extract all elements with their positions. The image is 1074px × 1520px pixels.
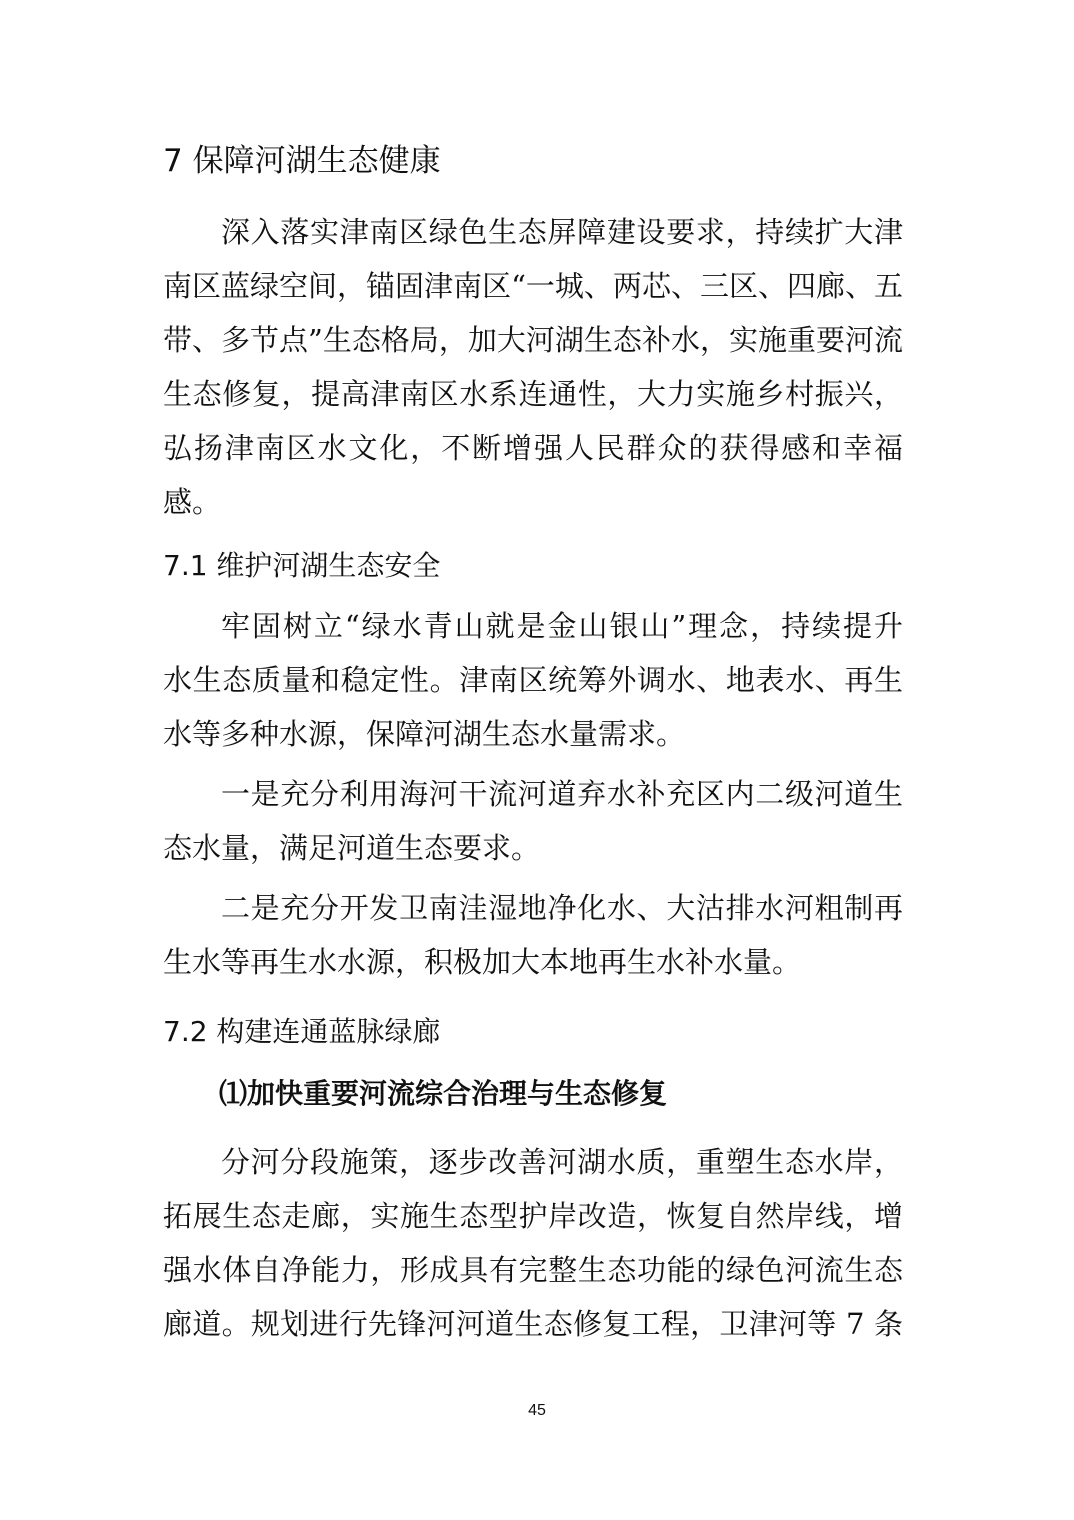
paragraph-1-line-1: 深入落实津南区绿色生态屏障建设要求，持续扩大津 (221, 215, 903, 249)
section-heading-7: 7 保障河湖生态健康 (163, 143, 441, 179)
paragraph-1-line-2: 南区蓝绿空间，锚固津南区“一城、两芯、三区、四廊、五 (163, 269, 903, 303)
paragraph-4-line-2: 生水等再生水水源，积极加大本地再生水补水量。 (163, 945, 802, 979)
section-heading-7-1: 7.1 维护河湖生态安全 (163, 549, 441, 582)
paragraph-5-line-4: 廊道。规划进行先锋河河道生态修复工程，卫津河等 7 条 (163, 1307, 903, 1341)
paragraph-4-line-1: 二是充分开发卫南洼湿地净化水、大沽排水河粗制再 (221, 891, 903, 925)
paragraph-2-line-3: 水等多种水源，保障河湖生态水量需求。 (163, 717, 686, 751)
subsection-heading-1: ⑴加快重要河流综合治理与生态修复 (219, 1077, 668, 1110)
paragraph-1-line-6: 感。 (163, 485, 222, 519)
paragraph-2-line-2: 水生态质量和稳定性。津南区统筹外调水、地表水、再生 (163, 663, 903, 697)
paragraph-1-line-5: 弘扬津南区水文化，不断增强人民群众的获得感和幸福 (163, 431, 903, 465)
paragraph-5-line-3: 强水体自净能力，形成具有完整生态功能的绿色河流生态 (163, 1253, 903, 1287)
paragraph-1-line-3: 带、多节点”生态格局，加大河湖生态补水，实施重要河流 (163, 323, 903, 357)
paragraph-5-line-1: 分河分段施策，逐步改善河湖水质，重塑生态水岸， (221, 1145, 903, 1179)
paragraph-1-line-4: 生态修复，提高津南区水系连通性，大力实施乡村振兴， (163, 377, 903, 411)
paragraph-2-line-1: 牢固树立“绿水青山就是金山银山”理念，持续提升 (221, 609, 903, 643)
page-number: 45 (528, 1402, 546, 1419)
paragraph-3-line-2: 态水量，满足河道生态要求。 (163, 831, 541, 865)
paragraph-3-line-1: 一是充分利用海河干流河道弃水补充区内二级河道生 (221, 777, 903, 811)
paragraph-5-line-2: 拓展生态走廊，实施生态型护岸改造，恢复自然岸线，增 (163, 1199, 903, 1233)
section-heading-7-2: 7.2 构建连通蓝脉绿廊 (163, 1015, 441, 1048)
